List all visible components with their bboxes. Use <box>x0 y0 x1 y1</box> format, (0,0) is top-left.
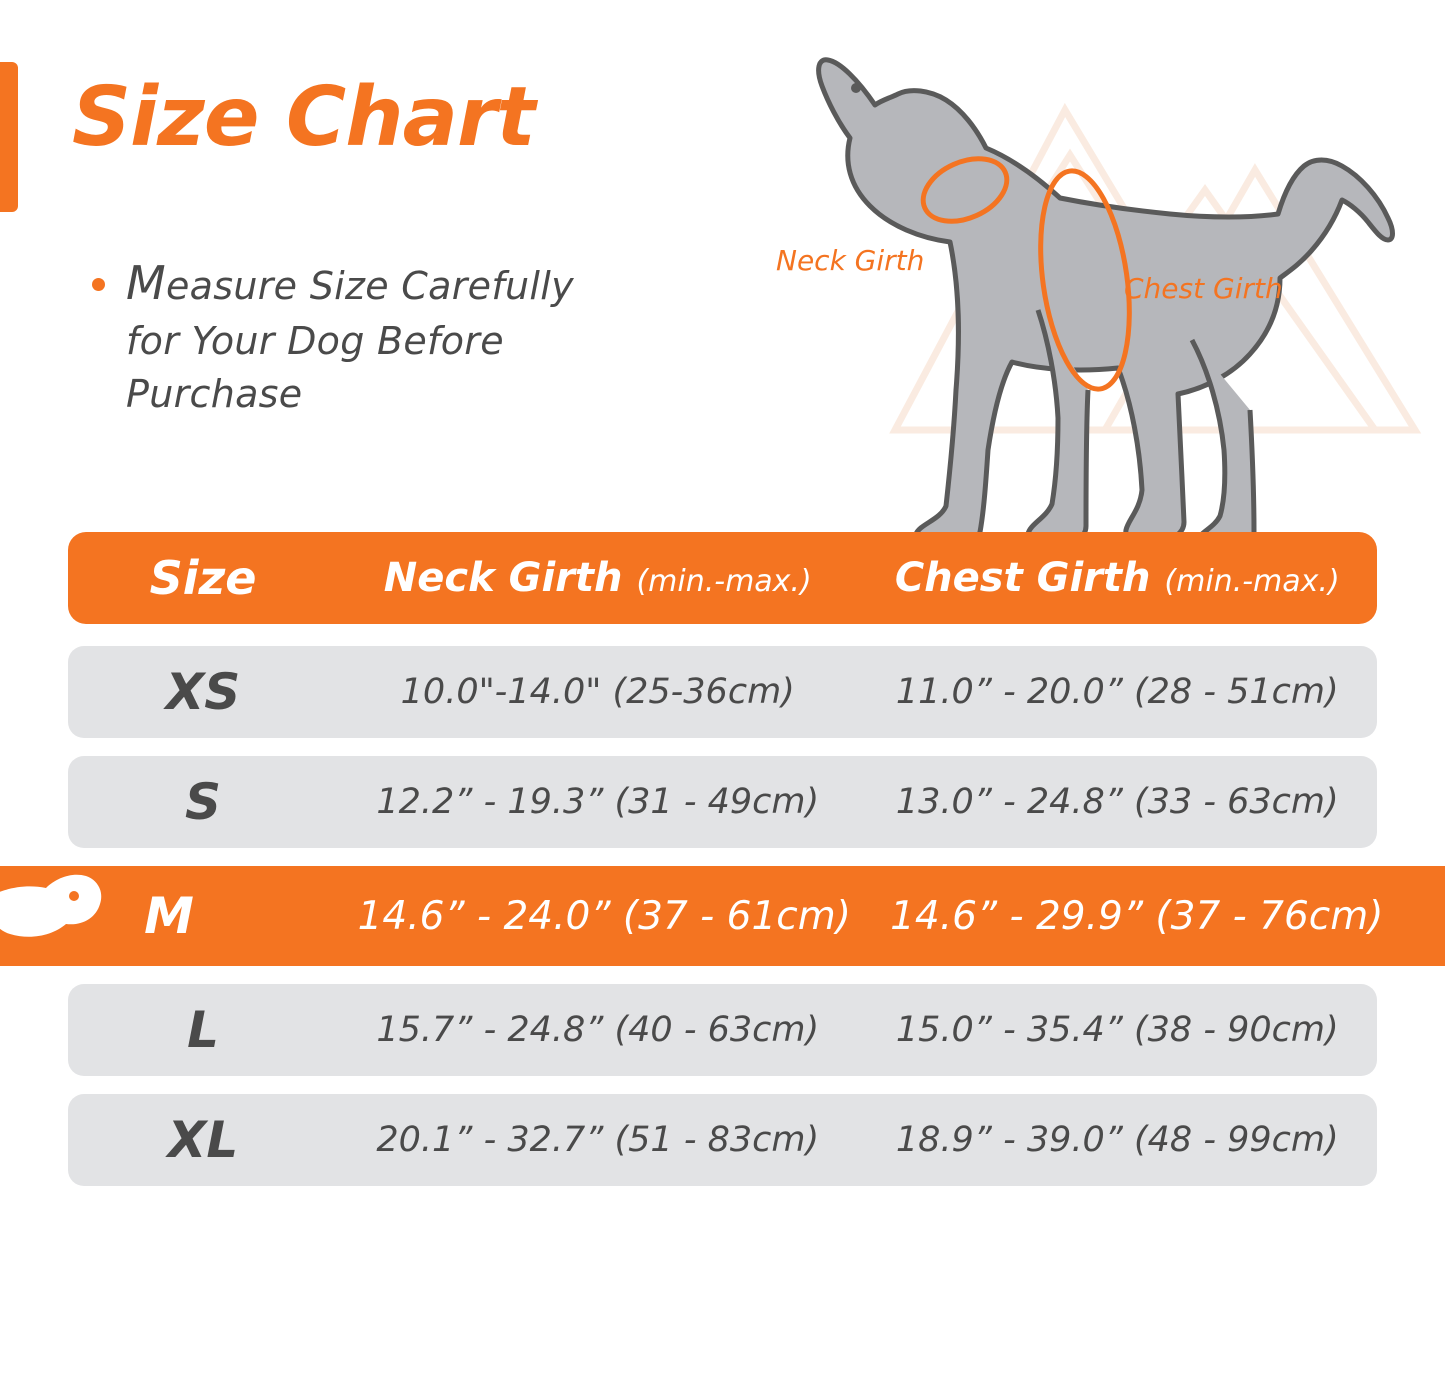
row-size: XS <box>165 663 241 721</box>
row-size: S <box>184 773 221 831</box>
row-neck: 10.0"-14.0" (25-36cm) <box>400 672 795 712</box>
title-accent-bar <box>0 62 18 212</box>
table-row <box>68 646 1377 738</box>
table-row <box>68 984 1377 1076</box>
header-chest <box>858 555 1378 601</box>
size-table <box>0 532 1445 1204</box>
row-size: XL <box>167 1111 239 1169</box>
table-row-highlighted <box>0 866 1445 966</box>
dog-illustration <box>780 10 1420 570</box>
table-row <box>68 1094 1377 1186</box>
instruction-line2: for Your Dog Before <box>126 319 504 364</box>
chest-girth-label: Chest Girth <box>1124 272 1283 305</box>
neck-girth-label: Neck Girth <box>776 244 925 277</box>
row-size: M <box>144 887 194 945</box>
row-chest: 18.9” - 39.0” (48 - 99cm) <box>895 1120 1339 1160</box>
instruction-line1: easure Size Carefully <box>166 264 574 308</box>
row-neck: 12.2” - 19.3” (31 - 49cm) <box>376 782 820 822</box>
row-chest: 15.0” - 35.4” (38 - 90cm) <box>895 1010 1339 1050</box>
header-chest-sub: (min.-max.) <box>1164 564 1340 599</box>
row-neck: 14.6” - 24.0” (37 - 61cm) <box>357 893 851 939</box>
row-size: L <box>187 1001 219 1059</box>
table-row <box>68 756 1377 848</box>
header-chest-main: Chest Girth <box>894 555 1165 601</box>
page-title: Size Chart <box>72 70 535 165</box>
row-neck: 15.7” - 24.8” (40 - 63cm) <box>376 1010 820 1050</box>
table-header-row <box>68 532 1377 624</box>
instruction-line1-capital: M <box>126 256 166 310</box>
header-neck-sub: (min.-max.) <box>636 564 812 599</box>
row-neck: 20.1” - 32.7” (51 - 83cm) <box>376 1120 820 1160</box>
instruction-text <box>126 252 708 420</box>
header-size: Size <box>149 551 257 605</box>
row-chest: 13.0” - 24.8” (33 - 63cm) <box>895 782 1339 822</box>
bullet-dot-icon <box>92 278 105 291</box>
dog-body-shape <box>819 60 1393 553</box>
instruction-line3: Purchase <box>126 371 303 416</box>
row-chest: 14.6” - 29.9” (37 - 76cm) <box>890 893 1384 939</box>
instruction-block <box>88 252 708 420</box>
header-neck-main: Neck Girth <box>383 555 637 601</box>
row-chest: 11.0” - 20.0” (28 - 51cm) <box>895 672 1339 712</box>
header-neck <box>338 555 858 601</box>
